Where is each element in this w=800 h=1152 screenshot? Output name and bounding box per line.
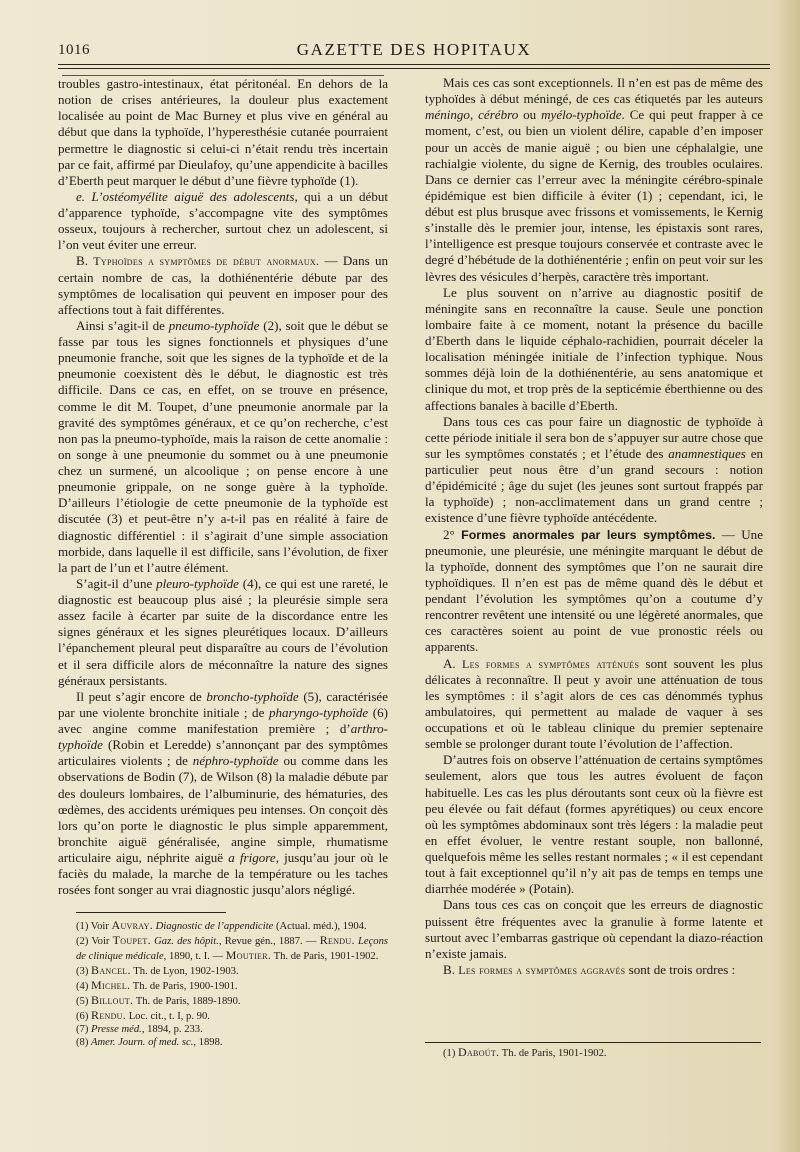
footnote: (3) Bancel. Th. de Lyon, 1902-1903. [76,963,239,978]
paragraph: S’agit-il d’une pleuro-typhoïde (4), ce qui est une rareté, le diagnostic est beaucoup plus aisé ; la pleurésie simple sera assez facile à écarter par suite de la discordance entre les signes généraux et les signes pleurétiques locaux. D’ailleurs l’épanchement pleural peut disparaître au cours de l’évolution et il sera difficile alors de méconnaître la nature des signes généraux persistants. [58,575,388,688]
footnote: (6) Rendu. Loc. cit., t. I, p. 90. [76,1007,210,1022]
footnote: (8) Amer. Journ. of med. sc., 1898. [76,1036,223,1048]
paragraph: Ainsi s’agit-il de pneumo-typhoïde (2), soit que le début se fasse par tous les signes fonctionnels et physiques d’une pneumonie franche, soit que les signes de la typhoïde et de la pneumonie coexistent dès le début, le diagnostic est très difficile. Dans ce cas, en effet, on se trouve en présence, comme le dit M. Toupet, d’une pneumonie anormale par la gravité des symptômes généraux, et ce qu’on recherche, c’est non pas la pneumo-typhoïde, mais la raison de cette anomalie : on songe à une pneumonie du sommet ou à une pneumonie chez un surmené, un alcoolique ; on pense encore à une pneumonie grippale, on ne songe guère à la typhoïde. D’ailleurs l’étiologie de cette pneumonie de la typhoïde est discutée (3) et peut-être n’y a-t-il pas en réalité à faire de diagnostic différentiel : il s’agirait d’une simple association morbide, dans laquelle il est difficile, sans l’évolution, de fixer la part de l’un et l’autre élément. [58,317,388,575]
paragraph: Le plus souvent on n’arrive au diagnostic positif de méningite sans en reconnaître la cause. Seule une ponction lombaire faite à ce moment, notant la présence du bacille d’Eberth dans le liquide céphalo-rachidien, pourrait déceler la localisation méningée initiale de l’infection typhique. Nous sommes déjà loin de la dothiénentérie, au sens anatomique et clinique du mot, et trop près de la septicémie éberthienne ou des affections banales à bacille d’Eberth. [425,284,763,413]
paragraph: B. Les formes a symptômes aggravés sont de trois ordres : [443,961,736,977]
footnote: (1) Daboút. Th. de Paris, 1901-1902. [443,1045,607,1059]
footnote: (7) Presse méd., 1894, p. 233. [76,1023,203,1035]
paragraph: B. Typhoïdes a symptômes de début anormaux. — Dans un certain nombre de cas, la dothiénentérie débute par des symptômes de localisation qui peuvent en imposer pour des affections tout à fait différentes. [58,253,388,317]
footnote: (2) Voir Toupet. Gaz. des hôpit., Revue gén., 1887. — Rendu. Leçons de clinique médicale, 1890, t. I. — Moutier. Th. de Paris, 1901-1902. [76,933,388,963]
left-footnotes [58,919,388,1049]
header-rule [58,64,770,65]
paragraph: Dans tous ces cas pour faire un diagnostic de typhoïde à cette période initiale il sera bon de s’appuyer sur autre chose que sur les symptômes constatés ; et l’étude des anamnestiques en particulier peut nous être d’un grand secours : notion d’épidémicité ; âge du sujet (les jeunes sont surtout frappés par la typhoïde) ; non-acclimatement dans un grand centre ; existence d’une fièvre typhoïde antécédente. [425,413,764,526]
paragraph: troubles gastro-intestinaux, état péritonéal. En dehors de la notion de crises antérieures, la douleur plus exactement localisée au point de Mac Burney et plus vive en général au début que dans la typhoïde, l’hyperesthésie cutanée pourraient permettre le diagnostic si celui-ci n’était rendu très incertain par ce fait, affirmé par Dieulafoy, qu’une appendicite à bacilles d’Eberth peut marquer le début d’une fièvre typhoïde (1). [58,76,388,188]
paragraph: A. Les formes a symptômes atténués sont souvent les plus délicates à reconnaître. Il peut y avoir une atténuation de tous les symptômes : il s’agit alors de ces cas dénommés typhus ambulatoires, qui permettent au malade de vaquer à ses occupations et où le tableau clinique du premier septenaire semble se prolonger durant toute l’évolution de l’affection. [425,655,763,752]
footnote: (1) Voir Auvray. Diagnostic de l’appendicite (Actual. méd.), 1904. [76,918,367,933]
paragraph: 2° Formes anormales par leurs symptômes. — Une pneumonie, une pleurésie, une méningite marquant le début de la typhoïde, donnent des symptômes que l’on ne saurait dire typhoïdiques. Il n’en est pas de même quand dès le début et pendant l’évolution les symptômes qu’on a coutume d’y rencontrer revêtent une intensité ou une légèreté anormales, que ces caractères soient au point de vue pronostic réels ou apparents. [425,526,763,655]
footnote-rule-right [425,1042,761,1043]
footnote-rule [76,912,226,913]
paragraph: Mais ces cas sont exceptionnels. Il n’en est pas de même des typhoïdes à début méningé, de ces cas étiquetés par les auteurs méningo, cérébro ou myélo-typhoïde. Ce qui peut frapper à ce moment, c’est, ou bien un violent délire, capable d’en imposer pour un accès de manie aiguë ; ou bien une céphalalgie, une rachialgie violente, du signe de Kernig, des troubles oculaires. Dans ce dernier cas l’erreur avec la méningite cérébro-spinale épidémique est bien difficile à éviter (1) ; cependant, ici, le début est plus brusque avec frissons et vomissements, le Kernig s’installe dès le premier jour, intense, les épistaxis sont rares, l’intelligence est presque toujours conservée et contraste avec le degré d’hébétude de la dothiénentérie ; enfin on peut voir sur les lèvres des vésicules d’herpès, caractère très important. [425,75,763,284]
header-rule-double [58,68,770,69]
page-header [58,36,770,62]
paragraph: Dans tous ces cas on conçoit que les erreurs de diagnostic puissent être fréquentes avec la granulie à forme latente et surtout avec l’embarras gastrique où cependant la diazo-réaction n’existe jamais. [425,897,763,961]
paragraph: D’autres fois on observe l’atténuation de certains symptômes seulement, alors que tous les autres évoluent de façon habituelle. Les cas les plus déroutants sont ceux où la fièvre est peu élevée ou fait défaut (formes apyrétiques) ou ceux encore où les symptômes abdominaux sont très légers : la maladie peut en effet évoluer, le ventre restant souple, non ballonné, quelquefois même les selles restant normales ; « il est cependant tout à fait exceptionnel qu’il n’y ait pas de temps en temps une diarrhée modérée » (Potain). [425,752,763,897]
left-column [58,76,388,1050]
running-title: GAZETTE DES HOPITAUX [296,40,532,59]
footnote: (5) Billout. Th. de Paris, 1889-1890. [76,992,241,1007]
paragraph: Il peut s’agir encore de broncho-typhoïde (5), caractérisée par une violente bronchite initiale ; de pharyngo-typhoïde (6) avec angine comme manifestation première ; d’arthro-typhoïde (Robin et Leredde) s’annonçant par des symptômes articulaires violents ; de néphro-typhoïde ou comme dans les observations de Bodin (7), de Wilson (8) la maladie débute par des douleurs lombaires, de l’albuminurie, des hématuries, des œdèmes, des accidents urémiques peu intenses. On conçoit dès lors qu’on porte le diagnostic le plus simple apparemment, bronchite aiguë généralisée, angine simple, rhumatisme articulaire aigu, néphrite aiguë a frigore, jusqu’au jour où le faciès du malade, la marche de la température ou les taches rosées font songer au vrai diagnostic jusqu’alors négligé. [58,688,388,898]
paragraph: e. L’ostéomyélite aiguë des adolescents, qui a un début d’apparence typhoïde, s’accompagne vite des symptômes osseux, toujours à rechercher, surtout chez un adolescent, si l’on veut éviter une erreur. [58,188,388,253]
footnote: (4) Michel. Th. de Paris, 1900-1901. [76,978,238,992]
page-number: 1016 [58,42,90,58]
right-footnotes [425,1046,761,1060]
right-column [425,75,763,978]
